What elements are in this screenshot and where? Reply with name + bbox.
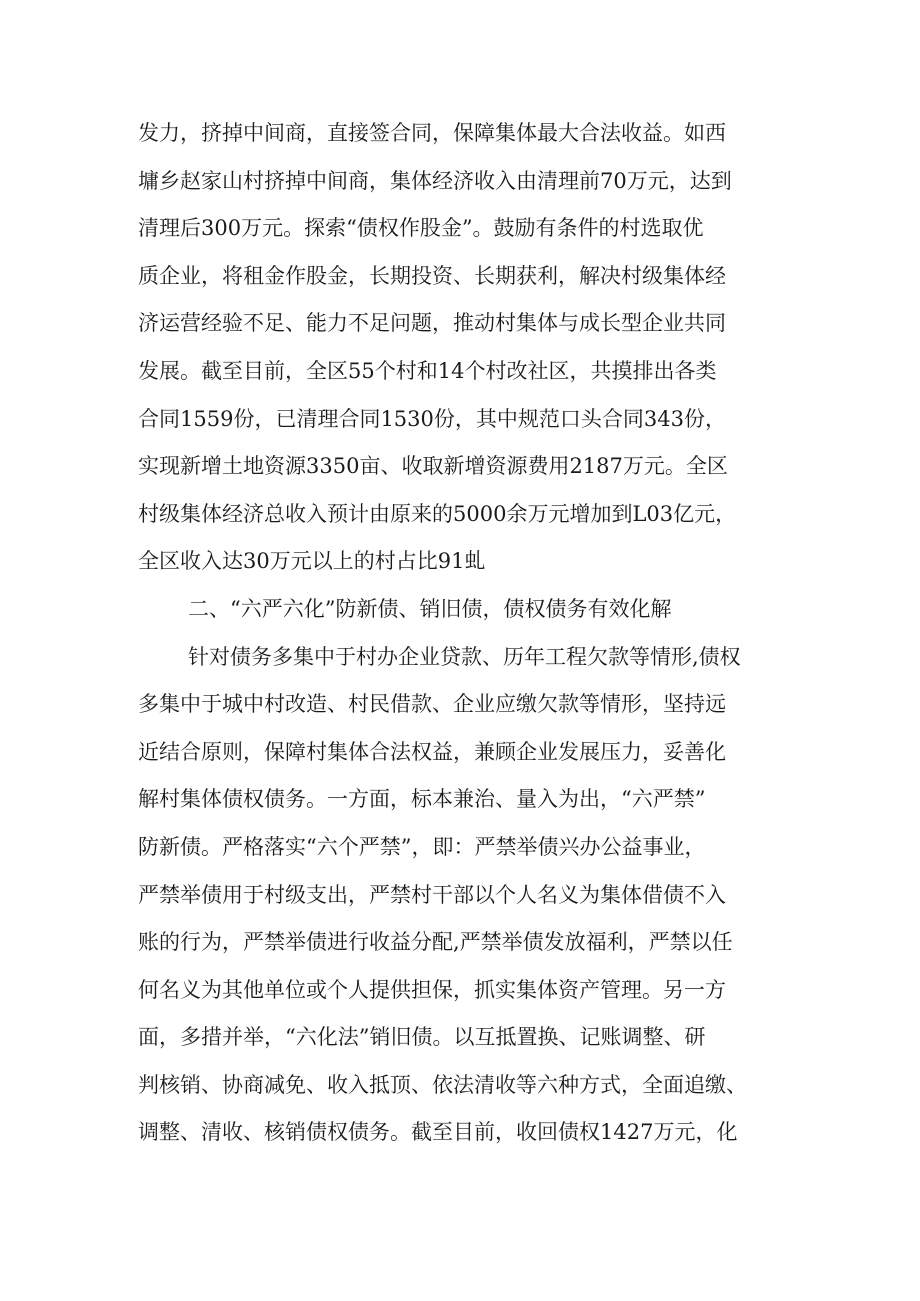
text-line: 多集中于城中村改造、村民借款、企业应缴欠款等情形，坚持远 xyxy=(138,692,726,717)
text-line: 判核销、协商减免、收入抵顶、依法清收等六种方式，全面追缴、 xyxy=(138,1072,747,1097)
text-line: 何名义为其他单位或个人提供担保，抓实集体资产管理。另一方 xyxy=(138,977,726,1002)
text-line: 针对债务多集中于村办企业贷款、历年工程欠款等情形,债权 xyxy=(188,644,741,669)
text-line: 济运营经验不足、能力不足问题，推动村集体与成长型企业共同 xyxy=(138,311,726,336)
text-line: 全区收入达30万元以上的村占比91虬 xyxy=(138,549,486,574)
body-text xyxy=(138,110,818,1157)
text-line: 账的行为，严禁举债进行收益分配,严禁举债发放福利，严禁以任 xyxy=(138,930,733,955)
text-line: 发展。截至目前，全区55个村和14个村改社区，共摸排出各类 xyxy=(138,358,717,383)
text-line: 实现新增土地资源3350亩、收取新增资源费用2187万元。全区 xyxy=(138,454,728,479)
text-line: 清理后300万元。探索“债权作股金”。鼓励有条件的村选取优 xyxy=(138,216,704,241)
text-line: 面，多措并举，“六化法”销旧债。以互抵置换、记账调整、研 xyxy=(138,1025,706,1050)
text-line: 村级集体经济总收入预计由原来的5000余万元增加到L03亿元， xyxy=(138,501,737,526)
text-line: 质企业，将租金作股金，长期投资、长期获利，解决村级集体经 xyxy=(138,263,726,288)
section-heading: 二、“六严六化”防新债、销旧债，债权债务有效化解 xyxy=(188,596,672,621)
text-line: 严禁举债用于村级支出，严禁村干部以个人名义为集体借债不入 xyxy=(138,882,726,907)
text-line: 解村集体债权债务。一方面，标本兼治、量入为出，“六严禁” xyxy=(138,787,706,812)
text-line: 合同1559份，已清理合同1530份，其中规范口头合同343份， xyxy=(138,406,726,431)
text-line: 近结合原则，保障村集体合法权益，兼顾企业发展压力，妥善化 xyxy=(138,739,726,764)
text-line: 发力，挤掉中间商，直接签合同，保障集体最大合法收益。如西 xyxy=(138,121,726,145)
text-line: 防新债。严格落实“六个严禁”，即：严禁举债兴办公益事业， xyxy=(138,834,706,859)
text-line: 墉乡赵家山村挤掉中间商，集体经济收入由清理前70万元，达到 xyxy=(138,168,732,193)
text-line: 调整、清收、核销债权债务。截至目前，收回债权1427万元，化 xyxy=(138,1120,738,1145)
